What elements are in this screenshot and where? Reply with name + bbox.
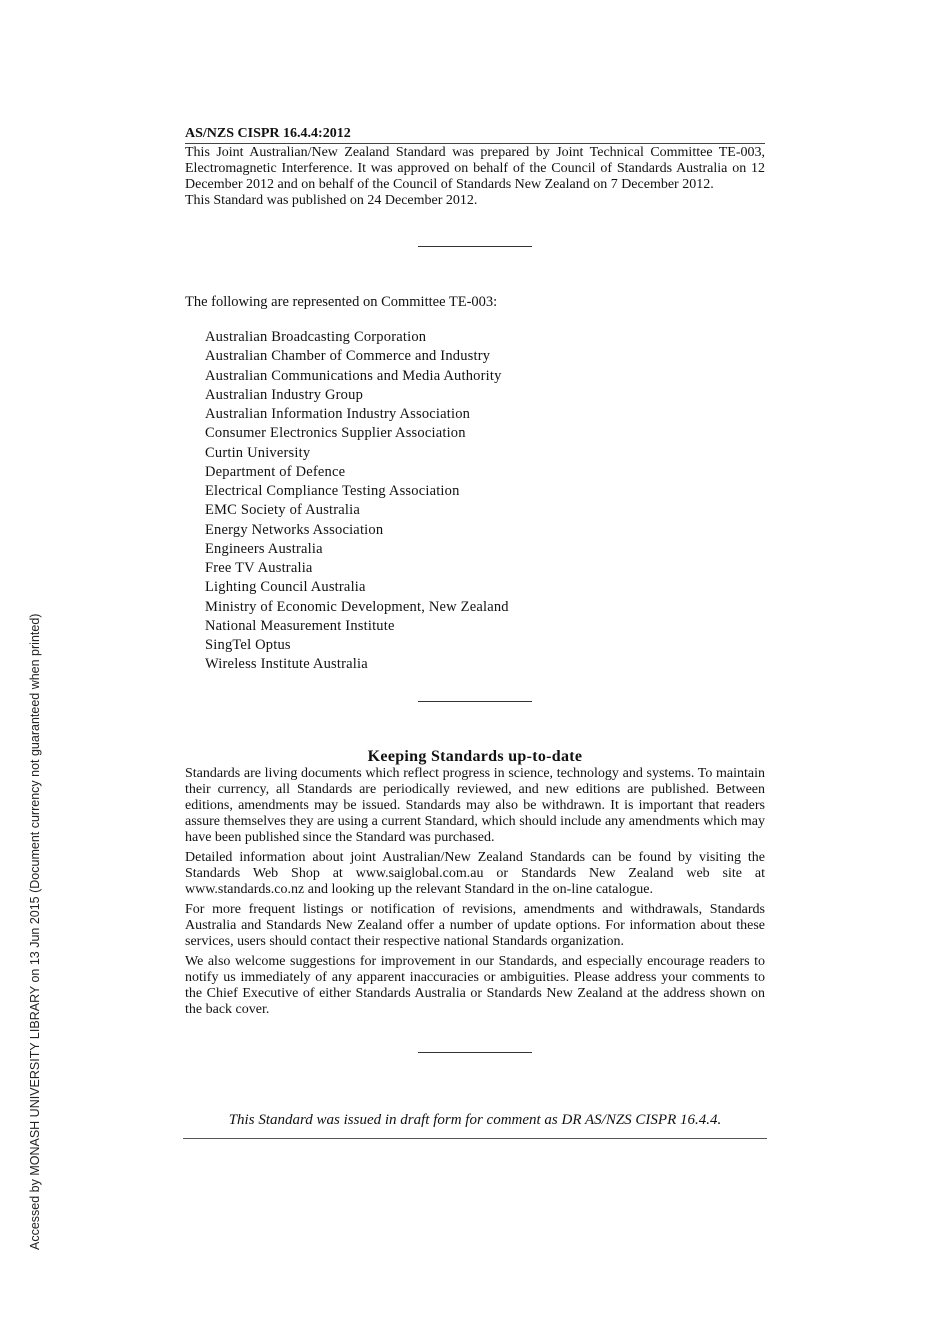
draft-note: This Standard was issued in draft form for comment as DR AS/NZS CISPR 16.4.4. xyxy=(228,1111,722,1128)
committee-member: Australian Chamber of Commerce and Industry xyxy=(205,348,491,365)
committee-member: EMC Society of Australia xyxy=(205,502,361,519)
divider-rule xyxy=(418,246,532,247)
committee-member: Australian Communications and Media Authority xyxy=(205,367,502,384)
committee-member: Australian Information Industry Association xyxy=(205,406,471,422)
access-watermark: Accessed by MONASH UNIVERSITY LIBRARY on 13 Jun 2015 (Document currency not guaranteed when printed) xyxy=(28,613,42,1250)
document-page xyxy=(185,126,765,1139)
committee-member: Australian Industry Group xyxy=(205,386,364,403)
body-paragraph: We also welcome suggestions for improvement in our Standards, and especially encourage readers to notify us immediately of any apparent inaccuracies or ambiguities. Please address your comments to the Chief Executive of either Standards Australia or Standards New Zealand at the address shown on the back cover. xyxy=(185,953,765,1017)
committee-member: Energy Networks Association xyxy=(205,521,384,538)
committee-member: Curtin University xyxy=(205,444,311,461)
keeping-up-to-date-section xyxy=(185,766,765,1018)
body-paragraph: Detailed information about joint Australian/New Zealand Standards can be found by visiting the Standards Web Shop at www.saiglobal.com.au or Standards New Zealand web site at www.standards.co.nz and looking up the relevant Standard in the on-line catalogue. xyxy=(185,849,765,897)
publication-date: This Standard was published on 24 December 2012. xyxy=(185,193,478,208)
committee-member: Wireless Institute Australia xyxy=(205,656,368,673)
body-paragraph: For more frequent listings or notification of revisions, amendments and withdrawals, Standards Australia and Standards New Zealand offer a number of update options. For information about these services, users should contact their respective national Standards organization. xyxy=(185,901,765,949)
committee-intro: The following are represented on Committee TE-003: xyxy=(185,294,498,310)
committee-member: SingTel Optus xyxy=(205,637,291,653)
divider-rule xyxy=(418,701,532,702)
standard-id: AS/NZS CISPR 16.4.4:2012 xyxy=(185,126,765,144)
committee-member: Lighting Council Australia xyxy=(205,579,366,596)
committee-member: National Measurement Institute xyxy=(205,617,395,634)
approval-statement: This Joint Australian/New Zealand Standard was prepared by Joint Technical Committee TE-003, Electromagnetic Interference. It was approved on behalf of the Council of Standards Australia on 12 December 2012 and on behalf of the Council of Standards New Zealand on 7 December 2012. xyxy=(185,145,765,192)
bottom-rule xyxy=(183,1138,767,1139)
committee-member: Electrical Compliance Testing Association xyxy=(205,483,460,499)
committee-member: Ministry of Economic Development, New Zealand xyxy=(205,598,509,615)
committee-member: Department of Defence xyxy=(205,463,346,480)
committee-member: Free TV Australia xyxy=(205,560,313,576)
committee-member: Consumer Electronics Supplier Association xyxy=(205,425,466,442)
committee-member: Engineers Australia xyxy=(205,540,323,557)
committee-member: Australian Broadcasting Corporation xyxy=(205,329,427,345)
section-heading: Keeping Standards up-to-date xyxy=(367,747,583,765)
divider-rule xyxy=(418,1052,532,1053)
committee-members-list xyxy=(185,328,765,675)
body-paragraph: Standards are living documents which reflect progress in science, technology and systems. To maintain their currency, all Standards are periodically reviewed, and new editions are published. Between editions, amendments may be issued. Standards may also be withdrawn. It is important that readers assure themselves they are using a current Standard, which should include any amendments which may have been published since the Standard was purchased. xyxy=(185,765,765,845)
